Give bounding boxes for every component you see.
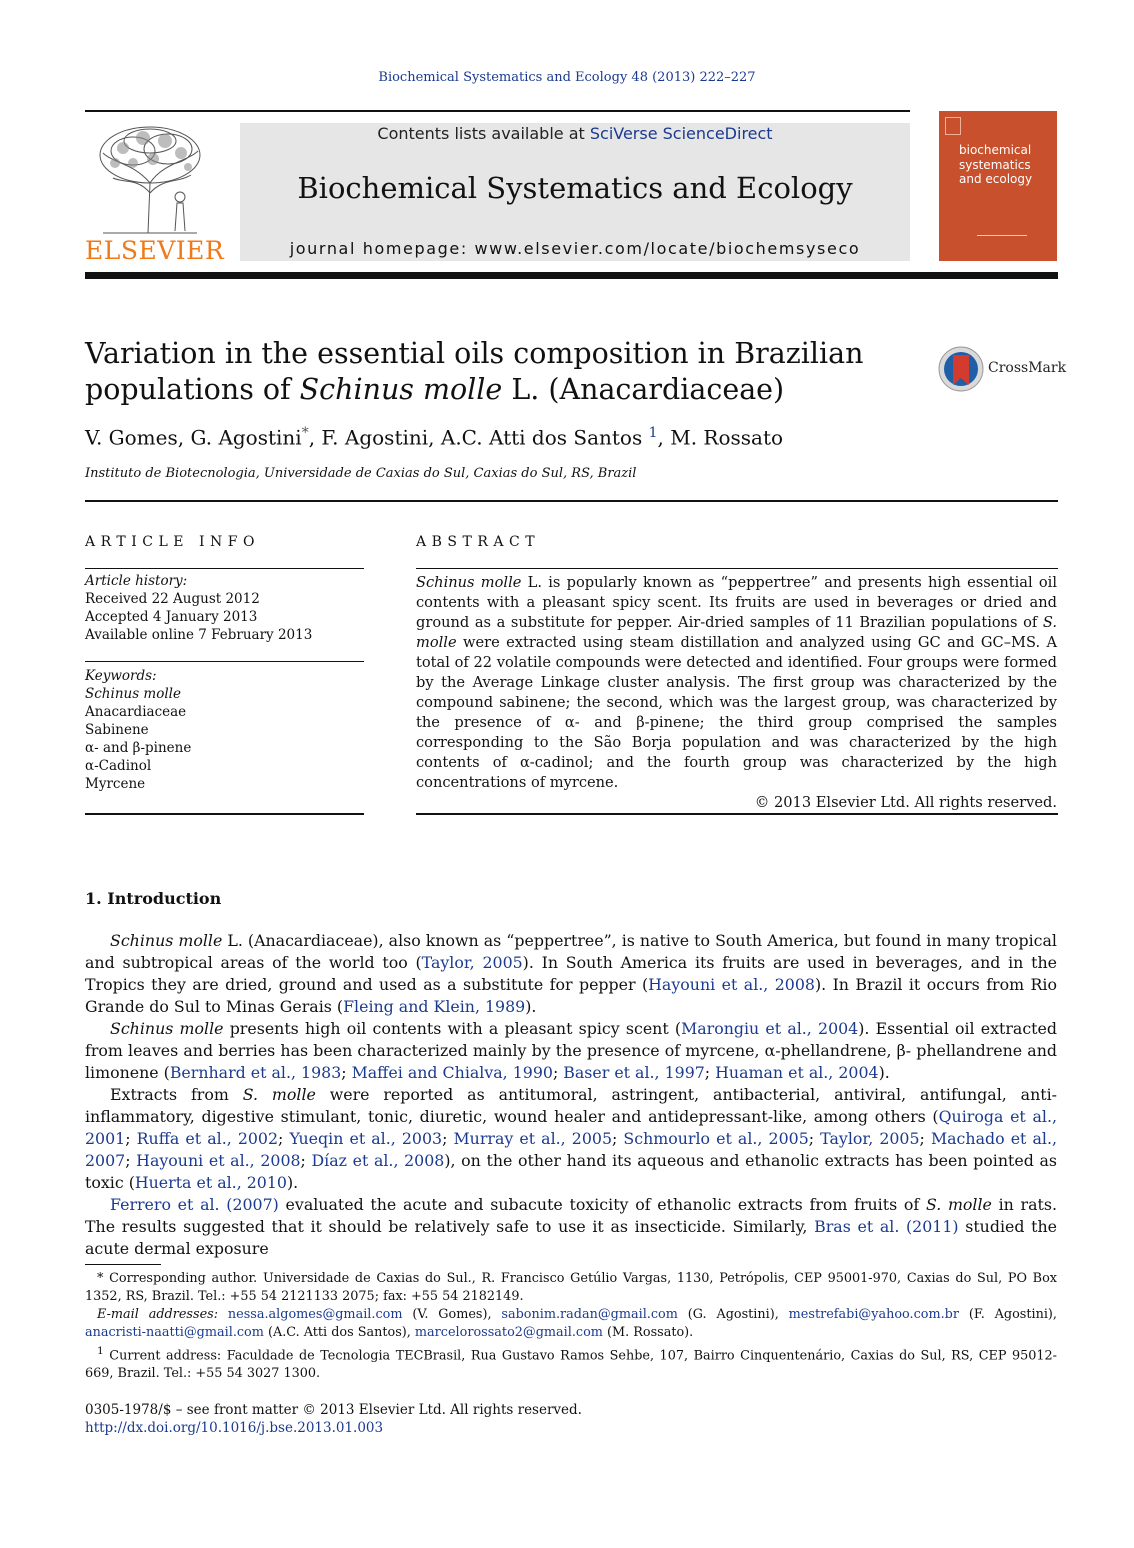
affiliation: Instituto de Biotecnologia, Universidade de Caxias do Sul, Caxias do Sul, RS, Brazil (85, 466, 637, 481)
online-date: Available online 7 February 2013 (85, 627, 313, 643)
footnote-mark: * (97, 1271, 104, 1286)
species-name: S. molle (925, 1195, 992, 1214)
separator: ; (612, 1129, 624, 1148)
keywords-rule (85, 661, 364, 662)
reference-link[interactable]: Ruffa et al., 2002 (136, 1129, 279, 1148)
separator: ; (442, 1129, 454, 1148)
species-name: S. molle (242, 1085, 316, 1104)
email-link[interactable]: sabonim.radan@gmail.com (501, 1307, 678, 1322)
elsevier-wordmark: ELSEVIER (85, 236, 225, 265)
contents-line (240, 124, 910, 143)
text: Current address: Faculdade de Tecnologia TECBrasil, Rua Gustavo Ramos Sehbe, 107, Bairro Cinquentenário, Caxias do Sul, RS, CEP 95012-669, Brazil. Tel.: +55 54 3027 1300. (85, 1348, 1057, 1382)
abstract-rule (416, 568, 1058, 569)
front-matter (85, 1401, 785, 1437)
author-list (85, 425, 1055, 450)
text: in rats. The results suggested that it should be relatively safe to use it as insecticide. Similarly, (85, 1195, 1057, 1236)
reference-link[interactable]: Huaman et al., 2004 (715, 1063, 879, 1082)
reference-link[interactable]: Hayouni et al., 2008 (648, 975, 815, 994)
paragraph (85, 1018, 1057, 1084)
separator: ; (125, 1129, 137, 1148)
keyword: Schinus molle (85, 686, 181, 702)
text: studied the acute dermal exposure (85, 1217, 1058, 1258)
text: (M. Rossato). (602, 1325, 694, 1340)
email-link[interactable]: anacristi-naatti@gmail.com (85, 1325, 264, 1340)
journal-cover-thumbnail[interactable] (939, 111, 1057, 261)
title-line-1: Variation in the essential oils composition in Brazilian (85, 337, 864, 370)
text: ). (878, 1063, 890, 1082)
keyword: α- and β-pinene (85, 740, 192, 756)
abstract-text-1: L. is popularly known as “peppertree” and presents high essential oil contents with a pleasant spicy scent. Its fruits are used in beverages or dried and ground as a substitute for pepper. Air-dried samples of 11 Brazilian populations of (416, 574, 1057, 631)
journal-name: Biochemical Systematics and Ecology (297, 171, 853, 205)
reference-link[interactable]: Ferrero et al. (2007) (110, 1195, 279, 1214)
section-heading-introduction: 1. Introduction (85, 889, 222, 908)
reference-link[interactable]: Yueqin et al., 2003 (289, 1129, 443, 1148)
keywords-label: Keywords: (85, 668, 157, 684)
sciencedirect-link[interactable]: SciVerse ScienceDirect (589, 124, 773, 143)
abstract-text-2: were extracted using steam distillation and analyzed using GC and GC–MS. A total of 22 volatile compounds were detected and identified. Four groups were formed by the Average Linkage cluster analysis. The first group was characterized by the compound sabinene; the second, which was the largest group, was characterized by the presence of α- and β-pinene; the third group comprised the samples corresponding to the São Borja population and was characterized by the high contents of α-cadinol; and the fourth group was characterized by the high concentrations of myrcene. (416, 634, 1057, 791)
keyword: Sabinene (85, 722, 149, 738)
separator: ; (278, 1129, 290, 1148)
text: (F. Agostini), (958, 1307, 1057, 1322)
text: ). In South America its fruits are used in beverages, and in the Tropics they are dried, ground and used as a substitute for pepper ( (85, 953, 1057, 994)
abstract-paragraph (416, 573, 1057, 793)
separator: ; (704, 1063, 716, 1082)
reference-link[interactable]: Quiroga et al., 2001 (85, 1107, 1057, 1148)
reference-link[interactable]: Bras et al. (2011) (814, 1217, 959, 1236)
crossmark-icon (936, 345, 986, 395)
abstract-heading: ABSTRACT (416, 534, 541, 550)
text: (A.C. Atti dos Santos), (263, 1325, 415, 1340)
keyword: Myrcene (85, 776, 146, 792)
reference-link[interactable]: Marongiu et al., 2004 (681, 1019, 859, 1038)
text: (V. Gomes), (402, 1307, 502, 1322)
text: ), on the other hand its aqueous and ethanolic extracts has been pointed as toxic ( (85, 1151, 1057, 1192)
masthead-thick-rule (85, 272, 1058, 279)
article-history (85, 572, 364, 644)
text: (G. Agostini), (677, 1307, 789, 1322)
crossmark-badge[interactable] (936, 345, 1066, 395)
abstract-bottom-rule (416, 813, 1058, 815)
abstract-copyright: © 2013 Elsevier Ltd. All rights reserved. (754, 794, 1057, 811)
footnote-emails (85, 1306, 1057, 1342)
reference-link[interactable]: Maffei and Chialva, 1990 (351, 1063, 553, 1082)
keyword: Anacardiaceae (85, 704, 187, 720)
contents-prefix: Contents lists available at (377, 124, 590, 143)
keyword: α-Cadinol (85, 758, 152, 774)
received-date: Received 22 August 2012 (85, 591, 260, 607)
reference-link[interactable]: Baser et al., 1997 (563, 1063, 705, 1082)
cover-title: biochemical systematics and ecology (959, 143, 1033, 186)
text: Corresponding author. Universidade de Caxias do Sul., R. Francisco Getúlio Vargas, 1130, Petrópolis, CEP 95001-970, Caxias do Sul, PO Box 1352, RS, Brazil. Tel.: +55 54 2121133 2075; fax: +55 54 2182149. (85, 1271, 1057, 1304)
header-rule (85, 110, 910, 112)
reference-link[interactable]: Machado et al., 2007 (85, 1129, 1058, 1170)
reference-link[interactable]: Taylor, 2005 (820, 1129, 920, 1148)
separator: ; (125, 1151, 137, 1170)
text: ). Essential oil extracted from leaves and berries has been characterized mainly by the presence of myrcene, α-phellandrene, β- phellandrene and limonene ( (85, 1019, 1057, 1082)
history-label: Article history: (85, 573, 188, 589)
separator: ; (552, 1063, 564, 1082)
journal-citation[interactable]: Biochemical Systematics and Ecology 48 (2013) 222–227 (378, 70, 756, 85)
journal-masthead (240, 123, 910, 261)
title-line-2-pre: populations of (85, 373, 300, 406)
reference-link[interactable]: Díaz et al., 2008 (311, 1151, 445, 1170)
separator: ; (300, 1151, 312, 1170)
text: were reported as antitumoral, astringent, antibacterial, antiviral, antifungal, anti-inflammatory, digestive stimulant, tonic, diuretic, wound healer and antidepressant-like, among others ( (85, 1085, 1057, 1126)
article-title (85, 336, 905, 408)
reference-link[interactable]: Taylor, 2005 (421, 953, 523, 972)
species-name: Schinus molle (110, 1019, 224, 1038)
footnotes (85, 1270, 1057, 1383)
species-name: Schinus molle (110, 931, 223, 950)
abstract-species: Schinus molle (416, 574, 522, 591)
article-info-heading: ARTICLE INFO (85, 534, 260, 550)
elsevier-tree-icon (93, 123, 207, 235)
reference-link[interactable]: Murray et al., 2005 (453, 1129, 612, 1148)
footnote-rule (85, 1264, 161, 1265)
paragraph (85, 930, 1057, 1018)
email-link[interactable]: marcelorossato2@gmail.com (414, 1325, 603, 1340)
separator: ; (341, 1063, 352, 1082)
paragraph (85, 1084, 1057, 1194)
footnote-mark: 1 (97, 1344, 104, 1357)
footnote-current-address (85, 1342, 1057, 1383)
text: ). (286, 1173, 299, 1192)
text: ). In Brazil it occurs from Rio Grande do Sul to Minas Gerais ( (85, 975, 1057, 1016)
authors-part2: , F. Agostini, A.C. Atti dos Santos (308, 425, 649, 450)
title-line-2-post: L. (Anacardiaceae) (502, 373, 785, 406)
email-label: E-mail addresses: (97, 1307, 219, 1322)
text: L. (Anacardiaceae), also known as “peppertree”, is native to South America, but found in many tropical and subtropical areas of the world too ( (85, 931, 1057, 972)
authors-part1: V. Gomes, G. Agostini (85, 425, 302, 450)
abstract-species-short: S. molle (416, 614, 1057, 651)
title-block-rule (85, 500, 1058, 502)
reference-link[interactable]: Huerta et al., 2010 (134, 1173, 287, 1192)
article-info-rule (85, 568, 364, 569)
crossmark-label: CrossMark (988, 360, 1067, 376)
text: presents high oil contents with a pleasant spicy scent ( (223, 1019, 682, 1038)
cover-logo-icon (945, 117, 961, 135)
separator: ; (808, 1129, 821, 1148)
cover-footer-mark (977, 235, 1027, 242)
authors-part3: , M. Rossato (657, 425, 784, 450)
separator: ; (919, 1129, 931, 1148)
issn-line: 0305-1978/$ – see front matter © 2013 Elsevier Ltd. All rights reserved. (85, 1402, 582, 1418)
paragraph (85, 1194, 1057, 1260)
journal-homepage[interactable]: journal homepage: www.elsevier.com/locate/biochemsyseco (289, 239, 861, 258)
text: Extracts from (110, 1085, 243, 1104)
abstract-body (416, 573, 1057, 813)
email-link[interactable]: nessa.algomes@gmail.com (227, 1307, 403, 1322)
reference-link[interactable]: Fleing and Klein, 1989 (343, 997, 526, 1016)
reference-link[interactable]: Hayouni et al., 2008 (136, 1151, 301, 1170)
elsevier-logo[interactable] (85, 123, 225, 265)
corresponding-author-mark[interactable]: * (301, 425, 309, 441)
article-info-bottom-rule (85, 813, 364, 815)
reference-link[interactable]: Bernhard et al., 1983 (169, 1063, 342, 1082)
footnote-corresponding (85, 1270, 1057, 1306)
keywords-list (85, 667, 364, 793)
email-link[interactable]: mestrefabi@yahoo.com.br (788, 1307, 959, 1322)
accepted-date: Accepted 4 January 2013 (85, 609, 258, 625)
reference-link[interactable]: Schmourlo et al., 2005 (623, 1129, 809, 1148)
author-footnote-mark[interactable]: 1 (648, 425, 658, 441)
text: ). (525, 997, 537, 1016)
text: evaluated the acute and subacute toxicity of ethanolic extracts from fruits of (278, 1195, 926, 1214)
title-species: Schinus molle (299, 373, 503, 406)
introduction-body (85, 930, 1057, 1260)
doi-link[interactable]: http://dx.doi.org/10.1016/j.bse.2013.01.003 (85, 1420, 384, 1436)
